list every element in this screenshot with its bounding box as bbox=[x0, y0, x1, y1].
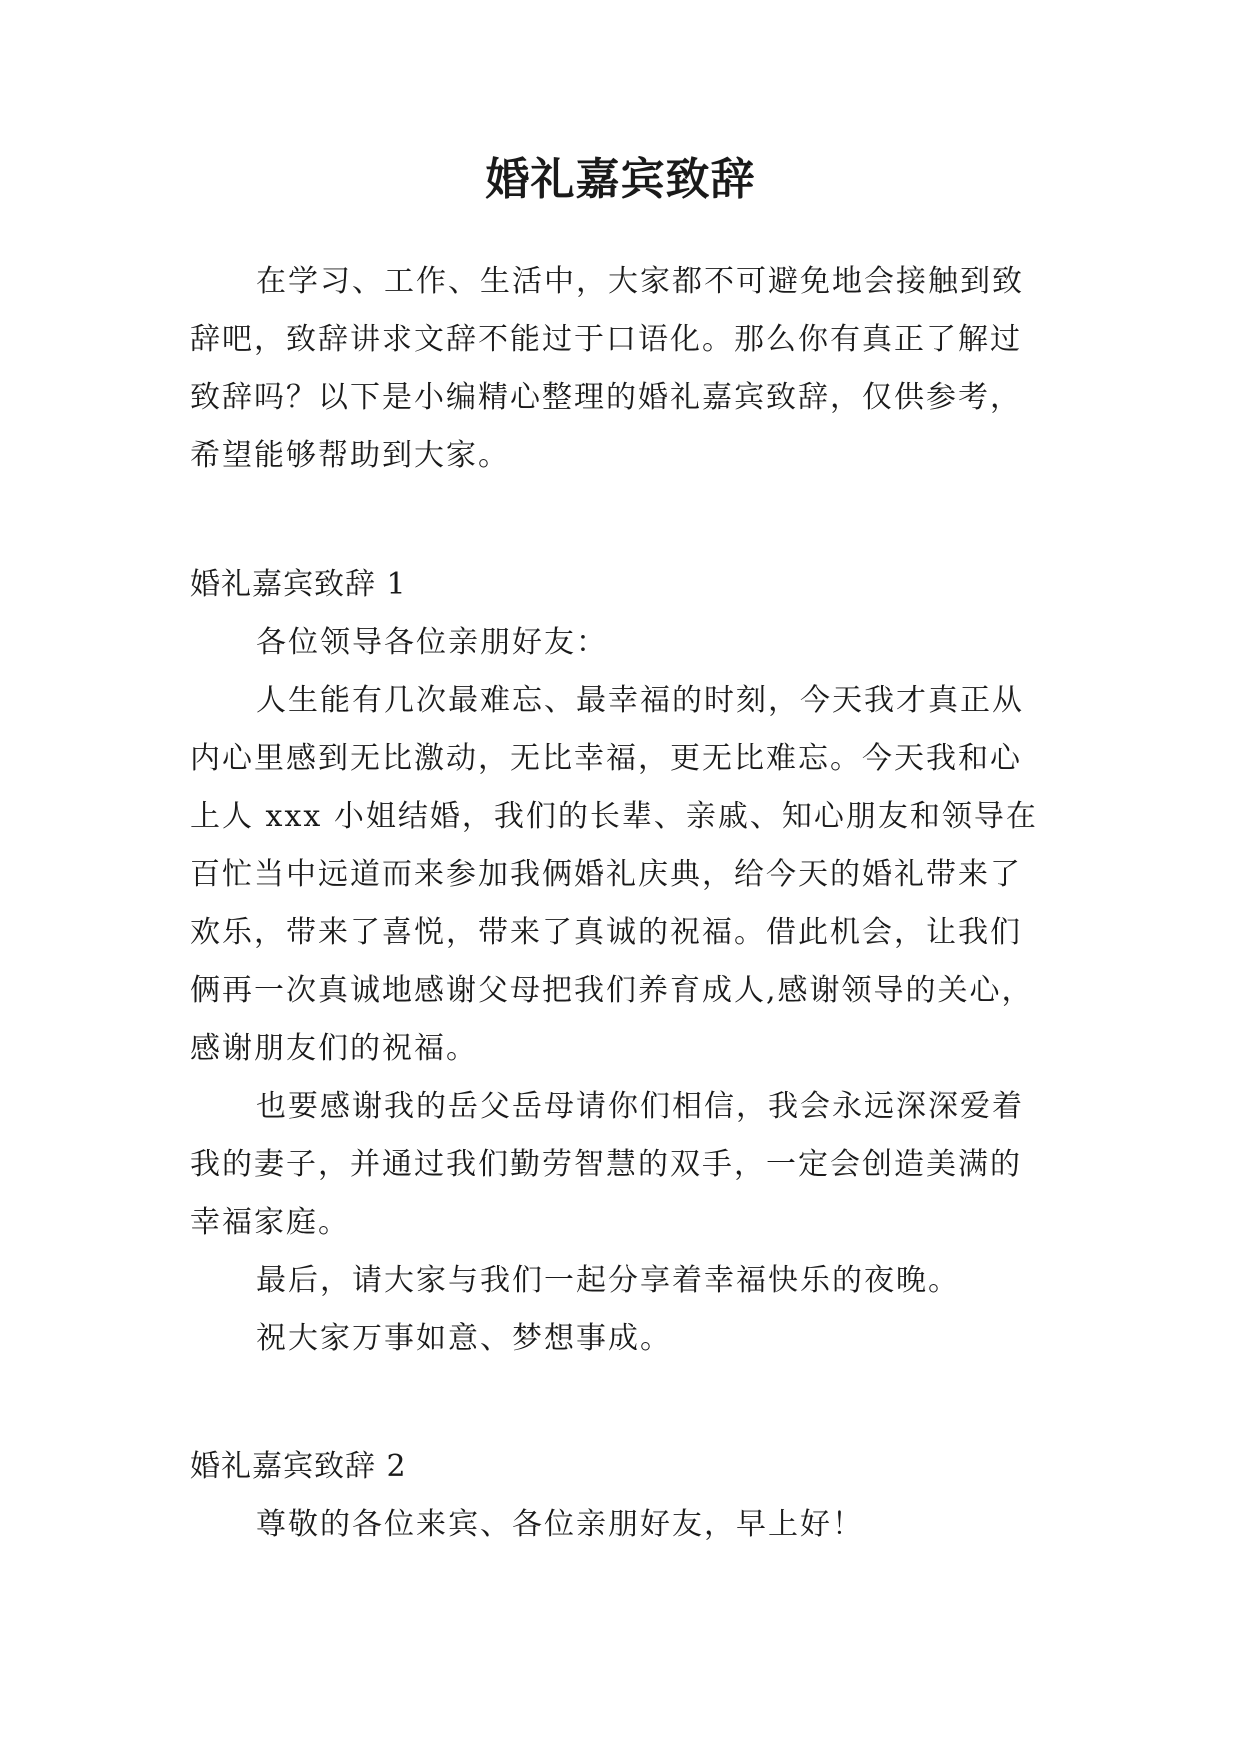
section-heading-1: 婚礼嘉宾致辞 1 bbox=[190, 567, 407, 602]
body-line: 上人 xxx 小姐结婚，我们的长辈、亲戚、知心朋友和领导在 bbox=[190, 799, 1038, 834]
page-title: 婚礼嘉宾致辞 bbox=[485, 154, 756, 205]
body-line: 欢乐，带来了喜悦，带来了真诚的祝福。借此机会，让我们 bbox=[190, 915, 1022, 950]
body-line: 感谢朋友们的祝福。 bbox=[190, 1031, 478, 1066]
intro-line: 致辞吗？以下是小编精心整理的婚礼嘉宾致辞，仅供参考， bbox=[190, 380, 1022, 415]
section-heading-2: 婚礼嘉宾致辞 2 bbox=[190, 1449, 407, 1484]
body-line: 人生能有几次最难忘、最幸福的时刻，今天我才真正从 bbox=[256, 683, 1024, 718]
intro-line: 希望能够帮助到大家。 bbox=[190, 438, 510, 473]
body-line: 俩再一次真诚地感谢父母把我们养育成人,感谢领导的关心， bbox=[190, 973, 1034, 1008]
salutation: 各位领导各位亲朋好友： bbox=[256, 625, 608, 660]
body-line: 祝大家万事如意、梦想事成。 bbox=[256, 1321, 672, 1356]
body-line: 也要感谢我的岳父岳母请你们相信，我会永远深深爱着 bbox=[256, 1089, 1024, 1124]
salutation: 尊敬的各位来宾、各位亲朋好友，早上好！ bbox=[256, 1507, 864, 1542]
intro-line: 在学习、工作、生活中，大家都不可避免地会接触到致 bbox=[256, 264, 1024, 299]
body-line: 内心里感到无比激动，无比幸福，更无比难忘。今天我和心 bbox=[190, 741, 1022, 776]
body-line: 最后，请大家与我们一起分享着幸福快乐的夜晚。 bbox=[256, 1263, 960, 1298]
intro-line: 辞吧，致辞讲求文辞不能过于口语化。那么你有真正了解过 bbox=[190, 322, 1022, 357]
body-line: 幸福家庭。 bbox=[190, 1205, 350, 1240]
body-line: 我的妻子，并通过我们勤劳智慧的双手，一定会创造美满的 bbox=[190, 1147, 1022, 1182]
body-line: 百忙当中远道而来参加我俩婚礼庆典，给今天的婚礼带来了 bbox=[190, 857, 1022, 892]
